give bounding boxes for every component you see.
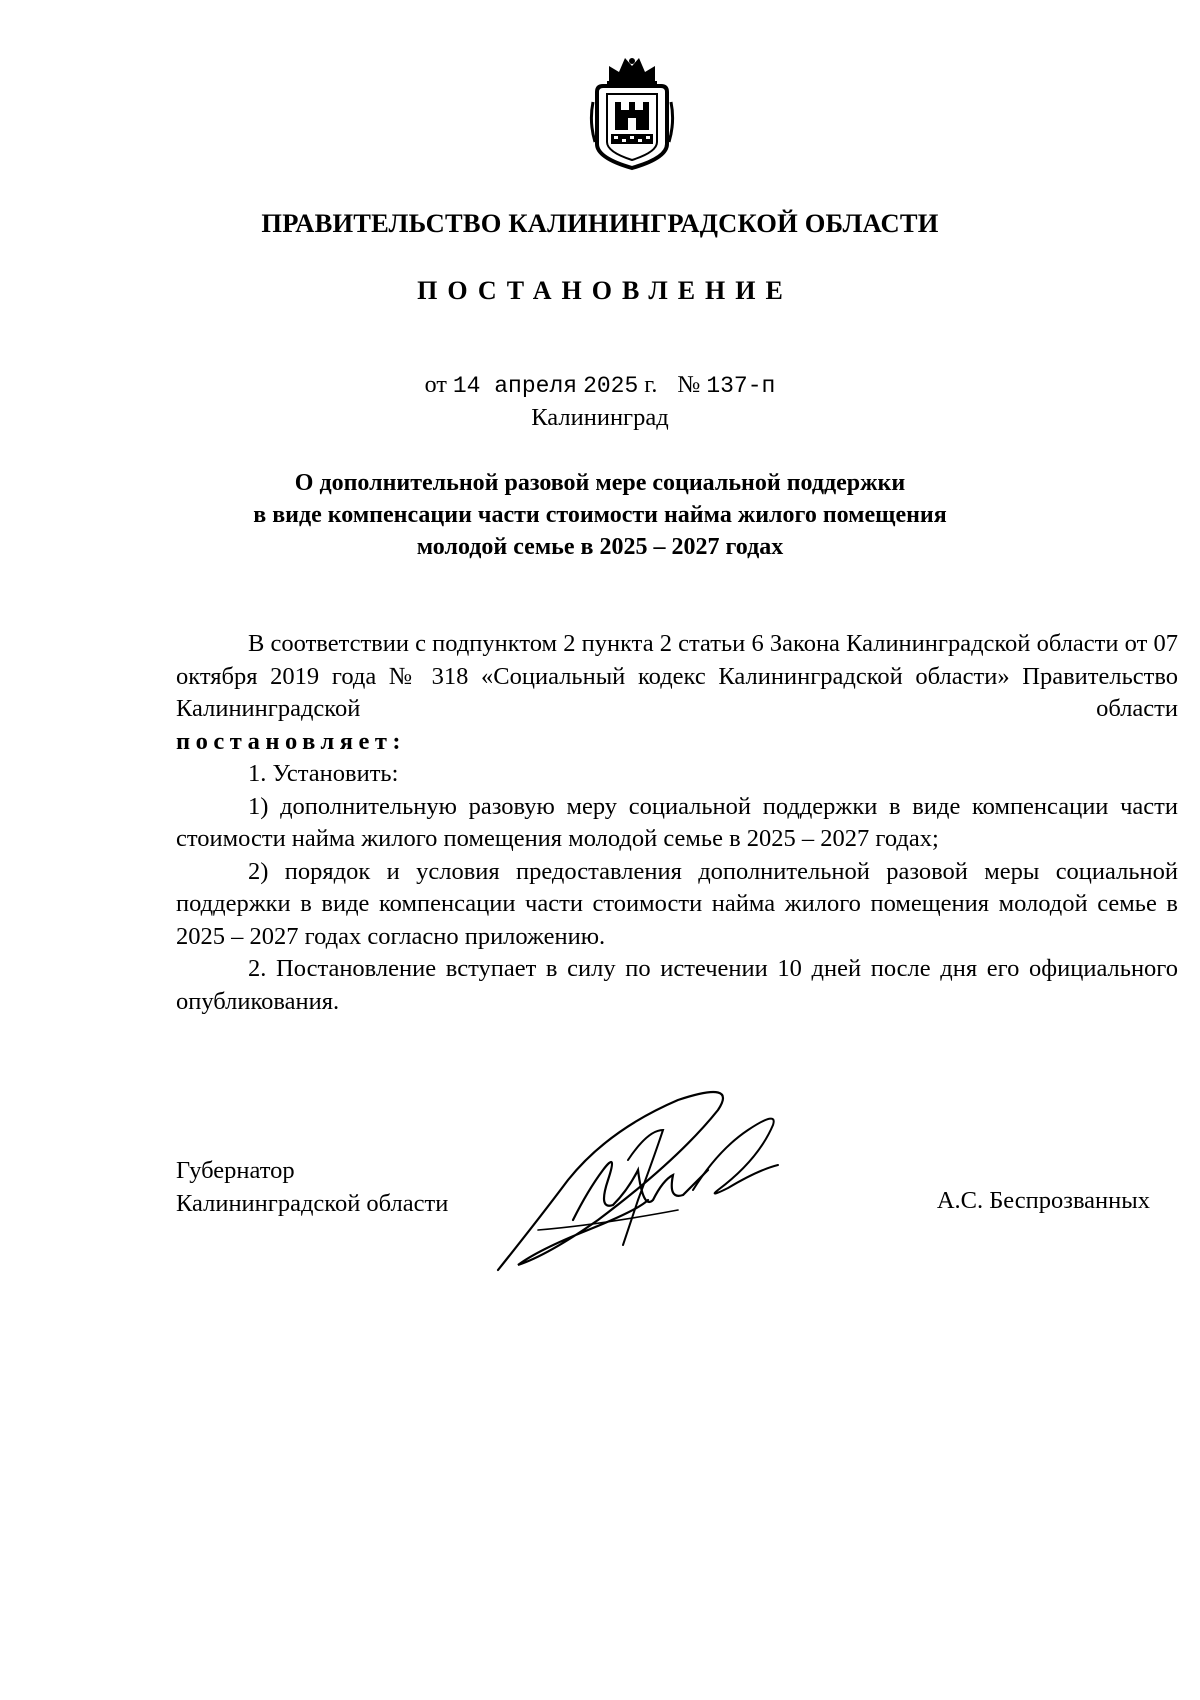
city: Калининград (531, 404, 669, 431)
item-1: 1. Установить: (248, 760, 399, 787)
signatory-position (176, 1154, 448, 1220)
title-line: О дополнительной разовой мере социальной поддержки (294, 470, 906, 496)
preamble-text: В соответствии с подпунктом 2 пункта 2 статьи 6 Закона Калининградской области от 07 октября 2019 года № 318 «Социальный кодекс Калининградской области» Правительство Калининградской области (176, 630, 1178, 722)
document-title (200, 467, 1000, 563)
date-prefix: от (424, 372, 447, 398)
date-year: 2025 (583, 373, 639, 399)
title-line: в виде компенсации части стоимости найма жилого помещения (253, 502, 947, 528)
number-sign: № (677, 372, 701, 398)
position-line: Губернатор (176, 1157, 295, 1184)
handwritten-signature-icon (478, 1070, 838, 1290)
resolves-paragraph (176, 726, 1178, 759)
date-number-line (0, 372, 1200, 399)
resolves-word: постановляет: (176, 727, 407, 755)
kaliningrad-coat-of-arms-icon (587, 52, 677, 172)
date-suffix: г. (644, 372, 658, 398)
date-day-month: 14 апреля (452, 373, 578, 399)
position-line: Калининградской области (176, 1190, 449, 1217)
document-type-heading: ПОСТАНОВЛЕНИЕ (417, 276, 793, 305)
preamble-paragraph (176, 628, 1178, 726)
signatory-name: А.С. Беспрозванных (936, 1187, 1150, 1214)
document-number: 137-п (706, 373, 776, 399)
item-1-2: 2) порядок и условия предоставления дополнительной разовой меры социальной поддержки в виде компенсации части стоимости найма жилого помещения молодой семье в 2025 – 2027 годах согласно приложению. (176, 857, 1178, 950)
organization-heading: ПРАВИТЕЛЬСТВО КАЛИНИНГРАДСКОЙ ОБЛАСТИ (261, 208, 939, 238)
item-2: 2. Постановление вступает в силу по истечении 10 дней после дня его официального опубликования. (176, 955, 1178, 1015)
item-1-1: 1) дополнительную разовую меру социальной поддержки в виде компенсации части стоимости найма жилого помещения молодой семье в 2025 – 2027 годах; (176, 792, 1178, 852)
document-body (176, 628, 1178, 1018)
title-line: молодой семье в 2025 – 2027 годах (416, 534, 784, 560)
